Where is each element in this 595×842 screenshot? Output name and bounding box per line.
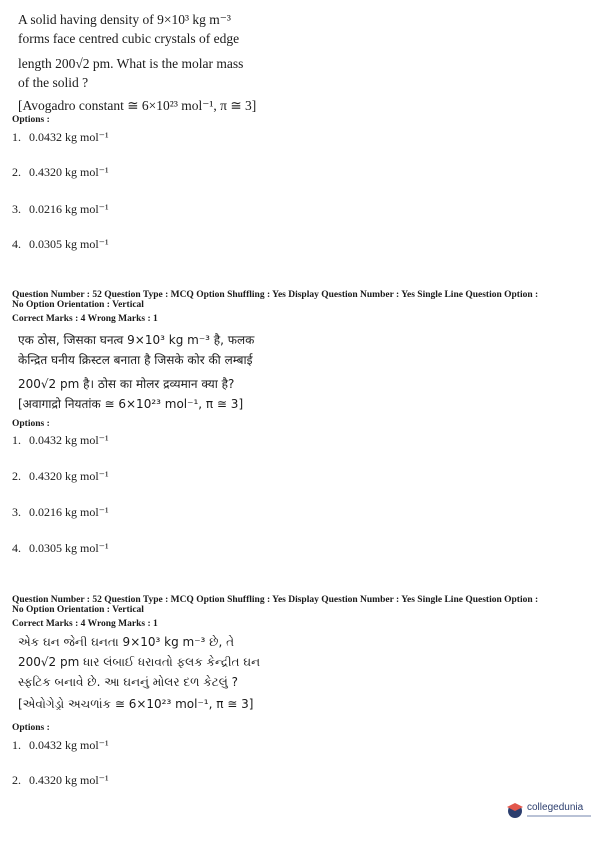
question-line: [Avogadro constant ≅ 6×10²³ mol⁻¹, π ≅ 3] [18, 98, 257, 113]
question-line: forms face centred cubic crystals of edge [18, 31, 240, 46]
logo-text: collegedunia [527, 802, 584, 813]
option-item[interactable]: 3. 0.0216 kg mol⁻¹ [12, 202, 109, 216]
option-item[interactable]: 4. 0.0305 kg mol⁻¹ [12, 541, 109, 555]
option-item[interactable]: 4. 0.0305 kg mol⁻¹ [12, 237, 109, 251]
option-item[interactable]: 2. 0.4320 kg mol⁻¹ [12, 773, 109, 787]
option-item[interactable]: 1. 0.0432 kg mol⁻¹ [12, 130, 109, 144]
options-label: Options : [12, 419, 50, 429]
question-line: एक ठोस, जिसका घनत्व 9×10³ kg m⁻³ है, फलक [18, 333, 255, 347]
graduation-cap-icon [505, 800, 525, 820]
logo-tagline-bar [527, 815, 591, 817]
question-line: સ્ફટિક બનાવે છે. આ ઘનનું મોલર દળ કેટલું ? [18, 675, 238, 689]
question-text-gujarati [18, 632, 318, 714]
question-line: A solid having density of 9×10³ kg m⁻³ [18, 12, 231, 27]
question-line: [એવોગેડ્રો અચળાંક ≅ 6×10²³ mol⁻¹, π ≅ 3] [18, 697, 254, 711]
question-meta: Question Number : 52 Question Type : MCQ Option Shuffling : Yes Display Question Number : Yes Single Line Question Option : No Option Orientation : Vertical Correct Marks : 4 Wrong Marks : 1 [12, 290, 539, 324]
question-line: 200√2 pm है। ठोस का मोलर द्रव्यमान क्या है? [18, 377, 235, 391]
options-label: Options : [12, 115, 50, 125]
question-line: of the solid ? [18, 75, 89, 90]
option-item[interactable]: 2. 0.4320 kg mol⁻¹ [12, 165, 109, 179]
options-label: Options : [12, 723, 50, 733]
option-item[interactable]: 1. 0.0432 kg mol⁻¹ [12, 433, 109, 447]
question-line: 200√2 pm ધાર લંબાઈ ધરાવતો ફલક કેન્દ્રીત ઘન [18, 655, 261, 669]
option-item[interactable]: 3. 0.0216 kg mol⁻¹ [12, 505, 109, 519]
question-line: એક ઘન જેની ઘનતા 9×10³ kg m⁻³ છે, તે [18, 635, 235, 649]
question-line: length 200√2 pm. What is the molar mass [18, 56, 244, 71]
option-item[interactable]: 1. 0.0432 kg mol⁻¹ [12, 738, 109, 752]
question-line: केन्द्रित घनीय क्रिस्टल बनाता है जिसके कोर की लम्बाई [18, 353, 253, 367]
collegedunia-logo [505, 798, 591, 826]
question-text-hindi [18, 330, 318, 414]
question-meta: Question Number : 52 Question Type : MCQ Option Shuffling : Yes Display Question Number : Yes Single Line Question Option : No Option Orientation : Vertical Correct Marks : 4 Wrong Marks : 1 [12, 595, 539, 629]
question-text-english [18, 10, 278, 115]
question-line: [अवागाद्रो नियतांक ≅ 6×10²³ mol⁻¹, π ≅ 3] [18, 397, 244, 411]
option-item[interactable]: 2. 0.4320 kg mol⁻¹ [12, 469, 109, 483]
